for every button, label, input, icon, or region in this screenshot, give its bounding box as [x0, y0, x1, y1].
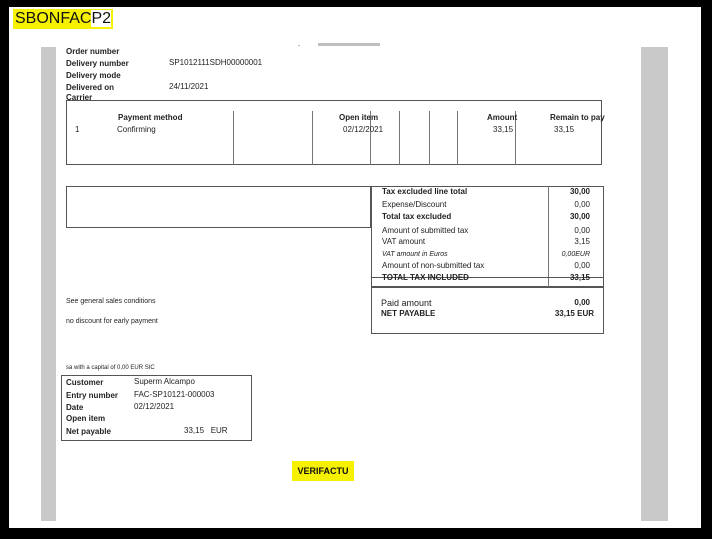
- document-code-title: [13, 9, 113, 29]
- col-open-item: Open item: [339, 113, 379, 122]
- right-gray-margin: [641, 47, 668, 521]
- entry-number-value: FAC-SP10121-000003: [134, 390, 215, 399]
- totals-label: Amount of non-submitted tax: [382, 261, 485, 270]
- totals-value: 3,15: [574, 237, 590, 246]
- row-amount: 33,15: [493, 125, 514, 134]
- net-payable-label: NET PAYABLE: [381, 309, 436, 318]
- totals-label: VAT amount: [382, 237, 426, 246]
- totals-value: 33,15: [569, 273, 590, 282]
- title-highlight: SBONFAC: [15, 10, 92, 27]
- totals-label: Total tax excluded: [382, 212, 452, 221]
- paid-amount-value: 0,00: [574, 298, 590, 307]
- customer-label: Customer: [66, 378, 104, 387]
- col-payment-method: Payment method: [118, 113, 183, 122]
- date-label: Date: [66, 403, 84, 412]
- order-number-label: Order number: [66, 47, 120, 56]
- verifactu-stamp: VERIFACTU: [292, 461, 354, 481]
- sales-conditions-note: See general sales conditions: [66, 298, 156, 305]
- table-divider: [312, 111, 313, 165]
- table-divider: [233, 111, 234, 165]
- scroll-indicator[interactable]: [318, 43, 380, 46]
- totals-label: VAT amount in Euros: [382, 251, 448, 258]
- row-method: Confirming: [117, 125, 156, 134]
- totals-value: 0,00EUR: [561, 251, 590, 258]
- totals-label: Expense/Discount: [382, 200, 447, 209]
- row-index: 1: [75, 125, 80, 134]
- table-divider: [429, 111, 430, 165]
- table-divider: [457, 111, 458, 165]
- totals-value: 30,00: [569, 212, 590, 221]
- delivered-on-value: 24/11/2021: [169, 82, 209, 91]
- totals-label: Amount of submitted tax: [382, 226, 469, 235]
- totals-label: Tax excluded line total: [382, 187, 468, 196]
- col-amount: Amount: [487, 113, 518, 122]
- left-gray-margin: [41, 47, 56, 521]
- carrier-label: Carrier: [66, 93, 93, 102]
- delivered-on-label: Delivered on: [66, 83, 115, 92]
- totals-value: 0,00: [574, 261, 590, 270]
- delivery-mode-label: Delivery mode: [66, 71, 121, 80]
- totals-label: TOTAL TAX INCLUDED: [382, 273, 469, 282]
- paid-amount-label: Paid amount: [381, 298, 432, 308]
- comments-box: [66, 186, 371, 228]
- net-payable-slip-value: 33,15 EUR: [184, 426, 228, 435]
- totals-value: 0,00: [574, 200, 590, 209]
- open-item-label: Open item: [66, 414, 106, 423]
- early-payment-note: no discount for early payment: [66, 318, 158, 325]
- capital-note: sa with a capital of 0,00 EUR SIC: [66, 365, 155, 371]
- row-open-item: 02/12/2021: [343, 125, 384, 134]
- delivery-number-label: Delivery number: [66, 59, 129, 68]
- totals-value: 30,00: [569, 187, 590, 196]
- delivery-number-value: SP1012111SDH00000001: [169, 58, 263, 67]
- page-tick: [298, 45, 300, 46]
- net-payable-slip-label: Net payable: [66, 427, 111, 436]
- date-value: 02/12/2021: [134, 402, 175, 411]
- row-remain: 33,15: [554, 125, 575, 134]
- invoice-page: [56, 47, 641, 521]
- net-payable-value: 33,15 EUR: [554, 309, 594, 318]
- customer-value: Superm Alcampo: [134, 377, 195, 386]
- title-rest: P2: [91, 10, 112, 27]
- totals-value: 0,00: [574, 226, 590, 235]
- entry-number-label: Entry number: [66, 391, 119, 400]
- table-divider: [399, 111, 400, 165]
- col-remain: Remain to pay: [550, 113, 605, 122]
